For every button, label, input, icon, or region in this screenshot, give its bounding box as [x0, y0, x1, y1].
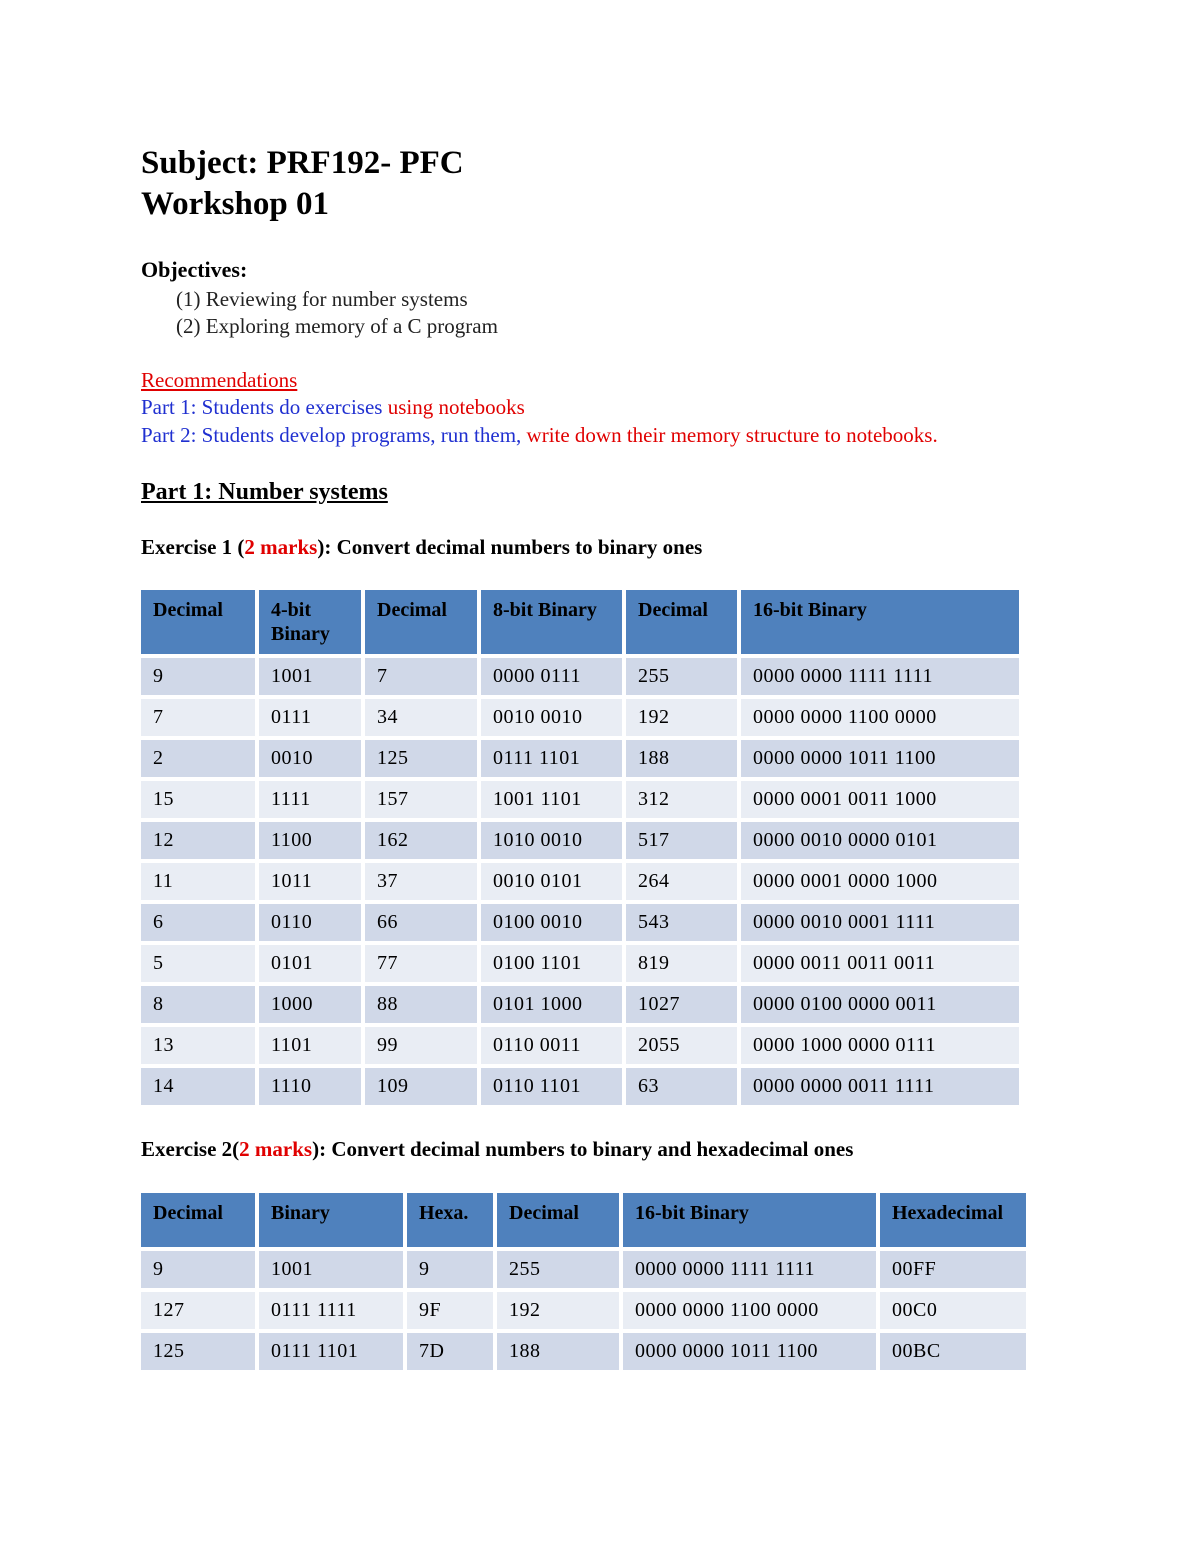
- table-cell: 264: [626, 863, 737, 900]
- table-cell: 188: [497, 1333, 619, 1370]
- exercise1-table: [137, 586, 1023, 1109]
- table-cell: 0000 0010 0001 1111: [741, 904, 1019, 941]
- column-header: Binary: [259, 1193, 403, 1247]
- table-header-row: [141, 590, 1019, 654]
- exercise1-label-post: ): Convert decimal numbers to binary ones: [317, 535, 703, 559]
- table-cell: 0110 0011: [481, 1027, 622, 1064]
- table-cell: 0100 0010: [481, 904, 622, 941]
- table-cell: 12: [141, 822, 255, 859]
- table-cell: 0100 1101: [481, 945, 622, 982]
- table-cell: 14: [141, 1068, 255, 1105]
- table-row: [141, 986, 1019, 1023]
- table-cell: 1000: [259, 986, 361, 1023]
- table-cell: 0000 0000 1011 1100: [623, 1333, 876, 1370]
- table-cell: 0111 1101: [481, 740, 622, 777]
- table-cell: 5: [141, 945, 255, 982]
- column-header: Decimal: [626, 590, 737, 654]
- table-cell: 0110 1101: [481, 1068, 622, 1105]
- table-cell: 0000 0000 1100 0000: [741, 699, 1019, 736]
- table-row: [141, 904, 1019, 941]
- table-cell: 0000 1000 0000 0111: [741, 1027, 1019, 1064]
- table-cell: 8: [141, 986, 255, 1023]
- table-cell: 1010 0010: [481, 822, 622, 859]
- table-cell: 0110: [259, 904, 361, 941]
- table-cell: 0000 0010 0000 0101: [741, 822, 1019, 859]
- table-cell: 188: [626, 740, 737, 777]
- table-cell: 0111: [259, 699, 361, 736]
- table-cell: 157: [365, 781, 477, 818]
- table-cell: 1101: [259, 1027, 361, 1064]
- table-cell: 819: [626, 945, 737, 982]
- table-cell: 1011: [259, 863, 361, 900]
- table-cell: 63: [626, 1068, 737, 1105]
- table-cell: 192: [497, 1292, 619, 1329]
- objective-item: (1) Reviewing for number systems: [176, 287, 468, 311]
- table-row: [141, 1333, 1026, 1370]
- table-cell: 37: [365, 863, 477, 900]
- table-cell: 6: [141, 904, 255, 941]
- column-header: 4-bit Binary: [259, 590, 361, 654]
- table-row: [141, 781, 1019, 818]
- table-cell: 0000 0000 0011 1111: [741, 1068, 1019, 1105]
- recommendations-heading: Recommendations: [141, 368, 298, 392]
- table-cell: 34: [365, 699, 477, 736]
- objective-item: (2) Exploring memory of a C program: [176, 314, 498, 338]
- recommendation-part2: [141, 423, 938, 448]
- recommendation-part2-emphasis: write down their memory structure to notebooks.: [526, 423, 938, 447]
- table-cell: 0000 0000 1111 1111: [623, 1251, 876, 1288]
- table-cell: 255: [497, 1251, 619, 1288]
- column-header: Hexadecimal: [880, 1193, 1026, 1247]
- table-cell: 0010 0010: [481, 699, 622, 736]
- table-cell: 125: [141, 1333, 255, 1370]
- table-cell: 0000 0000 1011 1100: [741, 740, 1019, 777]
- exercise2-table: [137, 1189, 1030, 1374]
- table-cell: 0000 0100 0000 0011: [741, 986, 1019, 1023]
- column-header: Hexa.: [407, 1193, 493, 1247]
- column-header: 16-bit Binary: [623, 1193, 876, 1247]
- table-cell: 1100: [259, 822, 361, 859]
- table-cell: 0101 1000: [481, 986, 622, 1023]
- table-cell: 7D: [407, 1333, 493, 1370]
- table-cell: 00C0: [880, 1292, 1026, 1329]
- table-cell: 0000 0000 1111 1111: [741, 658, 1019, 695]
- table-cell: 77: [365, 945, 477, 982]
- table-cell: 11: [141, 863, 255, 900]
- table-cell: 1027: [626, 986, 737, 1023]
- part1-heading: Part 1: Number systems: [141, 479, 388, 505]
- table-cell: 66: [365, 904, 477, 941]
- table-cell: 9: [407, 1251, 493, 1288]
- table-cell: 0010 0101: [481, 863, 622, 900]
- recommendation-part1-emphasis: using notebooks: [387, 395, 525, 419]
- column-header: Decimal: [141, 1193, 255, 1247]
- table-cell: 99: [365, 1027, 477, 1064]
- table-cell: 0000 0001 0000 1000: [741, 863, 1019, 900]
- subject-title: Subject: PRF192- PFC: [141, 145, 464, 181]
- table-cell: 2: [141, 740, 255, 777]
- exercise1-label-pre: Exercise 1 (: [141, 535, 245, 559]
- column-header: 16-bit Binary: [741, 590, 1019, 654]
- table-row: [141, 699, 1019, 736]
- table-row: [141, 740, 1019, 777]
- table-cell: 9F: [407, 1292, 493, 1329]
- table-row: [141, 863, 1019, 900]
- table-cell: 1110: [259, 1068, 361, 1105]
- table-cell: 127: [141, 1292, 255, 1329]
- table-cell: 9: [141, 658, 255, 695]
- table-row: [141, 658, 1019, 695]
- table-cell: 255: [626, 658, 737, 695]
- table-cell: 0010: [259, 740, 361, 777]
- table-cell: 0111 1101: [259, 1333, 403, 1370]
- column-header: 8-bit Binary: [481, 590, 622, 654]
- table-cell: 13: [141, 1027, 255, 1064]
- table-cell: 0000 0000 1100 0000: [623, 1292, 876, 1329]
- table-cell: 7: [365, 658, 477, 695]
- table-cell: 0101: [259, 945, 361, 982]
- table-row: [141, 822, 1019, 859]
- table-cell: 7: [141, 699, 255, 736]
- table-row: [141, 945, 1019, 982]
- table-cell: 0000 0111: [481, 658, 622, 695]
- table-cell: 543: [626, 904, 737, 941]
- table-cell: 00FF: [880, 1251, 1026, 1288]
- column-header: Decimal: [497, 1193, 619, 1247]
- recommendation-part1: [141, 395, 525, 420]
- table-cell: 1001: [259, 1251, 403, 1288]
- table-cell: 2055: [626, 1027, 737, 1064]
- column-header: Decimal: [141, 590, 255, 654]
- table-row: [141, 1068, 1019, 1105]
- table-cell: 312: [626, 781, 737, 818]
- exercise2-label-post: ): Convert decimal numbers to binary and hexadecimal ones: [312, 1137, 854, 1161]
- workshop-title: Workshop 01: [141, 186, 329, 222]
- table-cell: 0111 1111: [259, 1292, 403, 1329]
- exercise2-label: [141, 1137, 853, 1162]
- table-cell: 0000 0011 0011 0011: [741, 945, 1019, 982]
- table-row: [141, 1027, 1019, 1064]
- exercise2-marks: 2 marks: [239, 1137, 313, 1161]
- table-row: [141, 1292, 1026, 1329]
- table-cell: 125: [365, 740, 477, 777]
- exercise1-marks: 2 marks: [244, 535, 318, 559]
- column-header: Decimal: [365, 590, 477, 654]
- table-cell: 517: [626, 822, 737, 859]
- table-cell: 1001 1101: [481, 781, 622, 818]
- table-cell: 0000 0001 0011 1000: [741, 781, 1019, 818]
- table-cell: 192: [626, 699, 737, 736]
- table-row: [141, 1251, 1026, 1288]
- table-header-row: [141, 1193, 1026, 1247]
- recommendation-part2-text: Part 2: Students develop programs, run them,: [141, 423, 527, 447]
- table-cell: 9: [141, 1251, 255, 1288]
- recommendation-part1-text: Part 1: Students do exercises: [141, 395, 388, 419]
- table-cell: 1111: [259, 781, 361, 818]
- objectives-heading: Objectives:: [141, 257, 248, 282]
- table-cell: 15: [141, 781, 255, 818]
- table-cell: 162: [365, 822, 477, 859]
- exercise2-label-pre: Exercise 2(: [141, 1137, 240, 1161]
- table-cell: 1001: [259, 658, 361, 695]
- table-cell: 00BC: [880, 1333, 1026, 1370]
- exercise1-label: [141, 535, 702, 560]
- table-cell: 88: [365, 986, 477, 1023]
- table-cell: 109: [365, 1068, 477, 1105]
